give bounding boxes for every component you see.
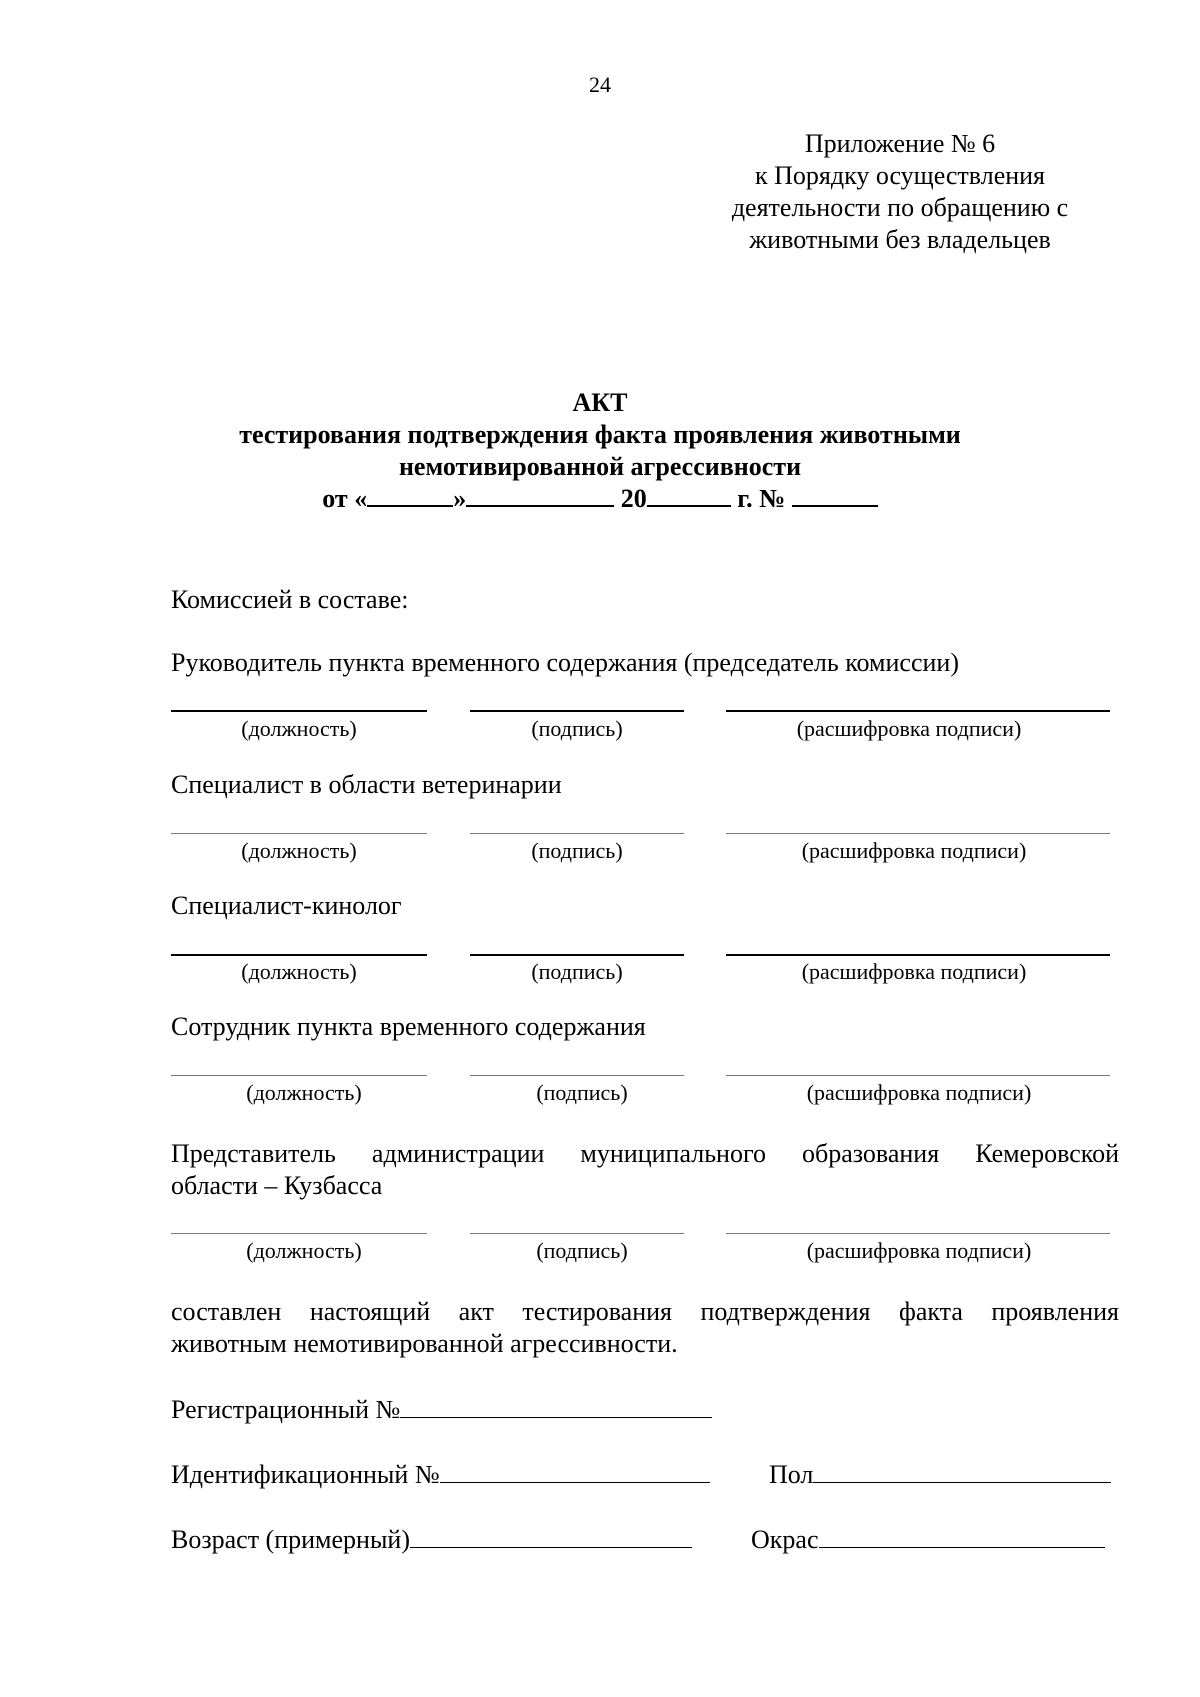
member-role: Сотрудник пункта временного содержания xyxy=(171,1012,646,1041)
commission-intro: Комиссией в составе: xyxy=(171,585,409,614)
appendix-line: животными без владельцев xyxy=(749,225,1051,254)
date-close: » xyxy=(453,484,467,513)
identification-field xyxy=(171,1458,710,1490)
number-prefix: г. № xyxy=(737,484,786,513)
page-number: 24 xyxy=(589,72,611,97)
identification-input-line[interactable] xyxy=(440,1458,710,1483)
color-input-line[interactable] xyxy=(819,1523,1105,1548)
position-caption: (должность) xyxy=(246,1238,362,1263)
signature-line[interactable] xyxy=(470,1233,684,1234)
member-role: Руководитель пункта временного содержания (председатель комиссии) xyxy=(171,648,959,677)
position-caption: (должность) xyxy=(241,959,357,984)
signature-line[interactable] xyxy=(470,954,684,956)
color-field xyxy=(751,1523,1105,1555)
member-role-multiline xyxy=(171,1138,1119,1202)
member-role: Специалист-кинолог xyxy=(171,891,402,920)
date-prefix: от « xyxy=(322,484,368,513)
title-subtitle-line: тестирования подтверждения факта проявления животными xyxy=(239,420,961,449)
act-title xyxy=(0,387,1200,515)
signature-caption: (подпись) xyxy=(536,1238,628,1263)
decoding-line[interactable] xyxy=(726,833,1110,834)
conclusion-line: животным немотивированной агрессивности. xyxy=(171,1329,678,1358)
position-caption: (должность) xyxy=(241,716,357,741)
identification-label: Идентификационный № xyxy=(171,1460,440,1489)
decoding-caption: (расшифровка подписи) xyxy=(806,1238,1032,1263)
member-role-line: области – Кузбасса xyxy=(171,1171,383,1200)
appendix-header xyxy=(700,128,1100,256)
signature-line[interactable] xyxy=(470,833,684,834)
decoding-line[interactable] xyxy=(726,954,1110,956)
decoding-line[interactable] xyxy=(726,710,1110,712)
decoding-line[interactable] xyxy=(726,1233,1110,1234)
title-date-line xyxy=(0,483,1200,515)
registration-field xyxy=(171,1393,712,1425)
age-field xyxy=(171,1523,692,1555)
decoding-caption: (расшифровка подписи) xyxy=(801,959,1027,984)
sex-field xyxy=(769,1458,1111,1490)
color-label: Окрас xyxy=(751,1525,819,1554)
signature-caption: (подпись) xyxy=(536,1080,628,1105)
position-line[interactable] xyxy=(171,833,427,834)
sex-label: Пол xyxy=(769,1460,814,1489)
conclusion-paragraph xyxy=(171,1296,1119,1360)
member-role-line: Представитель администрации муниципального образования Кемеровской xyxy=(171,1139,1119,1168)
appendix-line: Приложение № 6 xyxy=(804,129,996,158)
year-blank[interactable] xyxy=(647,483,731,507)
appendix-line: деятельности по обращению с xyxy=(731,193,1069,222)
conclusion-line: составлен настоящий акт тестирования подтверждения факта проявления xyxy=(171,1297,1119,1326)
decoding-caption: (расшифровка подписи) xyxy=(806,1080,1032,1105)
signature-line[interactable] xyxy=(470,1075,684,1076)
registration-label: Регистрационный № xyxy=(171,1395,401,1424)
act-number-blank[interactable] xyxy=(792,483,878,507)
age-label: Возраст (примерный) xyxy=(171,1525,410,1554)
decoding-caption: (расшифровка подписи) xyxy=(801,838,1027,863)
title-subtitle-line: немотивированной агрессивности xyxy=(398,452,802,481)
day-blank[interactable] xyxy=(367,483,453,507)
appendix-line: к Порядку осуществления xyxy=(754,161,1046,190)
position-caption: (должность) xyxy=(241,838,357,863)
signature-caption: (подпись) xyxy=(531,716,623,741)
sex-input-line[interactable] xyxy=(813,1458,1111,1483)
signature-caption: (подпись) xyxy=(531,838,623,863)
position-line[interactable] xyxy=(171,954,427,956)
position-caption: (должность) xyxy=(246,1080,362,1105)
decoding-line[interactable] xyxy=(726,1075,1110,1076)
position-line[interactable] xyxy=(171,1233,427,1234)
registration-input-line[interactable] xyxy=(400,1393,712,1418)
signature-line[interactable] xyxy=(470,710,684,712)
month-blank[interactable] xyxy=(466,483,614,507)
signature-caption: (подпись) xyxy=(531,959,623,984)
title-act: АКТ xyxy=(572,388,628,417)
position-line[interactable] xyxy=(171,1075,427,1076)
year-prefix: 20 xyxy=(620,484,647,513)
decoding-caption: (расшифровка подписи) xyxy=(796,716,1022,741)
member-role: Специалист в области ветеринарии xyxy=(171,770,562,799)
age-input-line[interactable] xyxy=(410,1523,692,1548)
position-line[interactable] xyxy=(171,710,427,712)
